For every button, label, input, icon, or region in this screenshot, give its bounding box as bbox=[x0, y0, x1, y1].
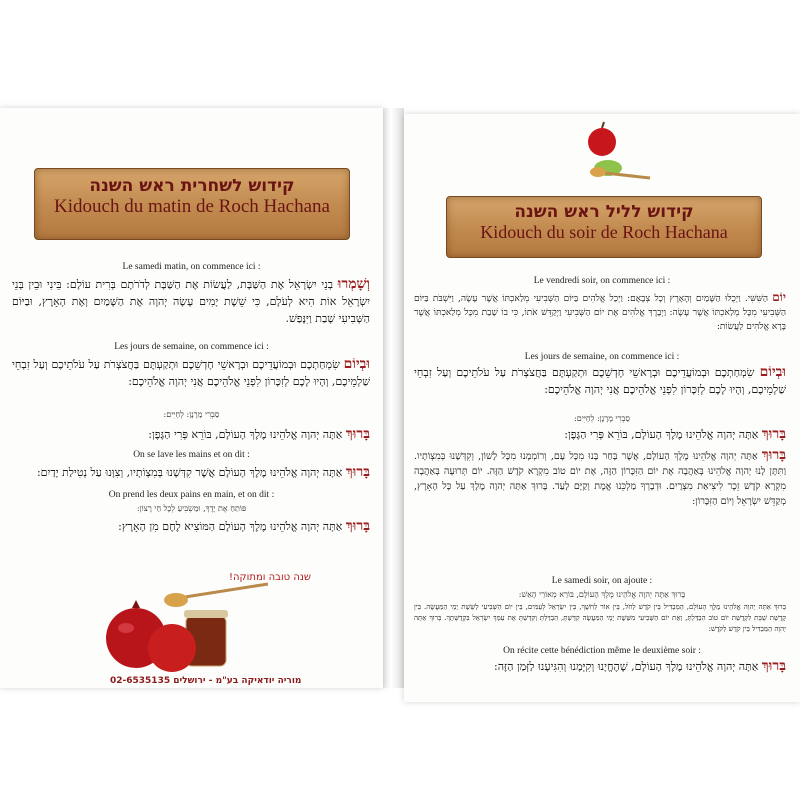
right-title-french: Kidouch du soir de Roch Hachana bbox=[480, 222, 728, 242]
right-paragraph-2-opening: וּבְיוֹם bbox=[759, 364, 786, 380]
right-title-hebrew: קידוש לליל ראש השנה bbox=[514, 202, 694, 222]
red-apple bbox=[588, 128, 616, 156]
left-paragraph-2-text: שִׂמְחַתְכֶם וּבְמוֹעֲדֵיכֶם וּבְרָאשֵׁי חָדְשֵׁכֶם וּתְקַעְתֶּם בַּחֲצֹצְרֹת עַל עֹלֹתֵיכֶם וְעַל זִבְחֵי שַׁלְמֵיכֶם, וְהָיוּ לָכֶם לְזִכָּרוֹן לִפְנֵי אֱלֹהֵיכֶם אֲנִי יְהוָה אֱלֹהֵיכֶם: bbox=[12, 358, 370, 388]
right-paragraph-1-text: הַשִּׁשִּׁי. וַיְכֻלּוּ הַשָּׁמַיִם וְהָאָרֶץ וְכָל צְבָאָם: וַיְכַל אֱלֹהִים בַּיּוֹם הַשְּׁבִיעִי מְלַאכְתּוֹ אֲשֶׁר עָשָׂה, וַיִּשְׁבֹּת בַּיּוֹם הַשְּׁבִיעִי מִכָּל מְלַאכְתּוֹ אֲשֶׁר עָשָׂה: וַיְבָרֶךְ אֱלֹהִים אֶת יוֹם הַשְּׁבִיעִי וַיְקַדֵּשׁ אֹתוֹ, כִּי בוֹ שָׁבַת מִכָּל מְלַאכְתּוֹ אֲשֶׁר בָּרָא אֱלֹהִים לַעֲשׂוֹת: bbox=[414, 294, 786, 332]
left-paragraph-1-opening: וְשָׁמְרוּ bbox=[337, 276, 370, 292]
right-paragraph-3 bbox=[414, 426, 786, 443]
right-paragraph-2 bbox=[414, 364, 786, 398]
right-paragraph-1-opening: יוֹם bbox=[772, 290, 786, 304]
left-paragraph-2-opening: וּבְיוֹם bbox=[343, 356, 370, 372]
honey-dipper-head bbox=[590, 167, 606, 177]
right-paragraph-4-opening: בָּרוּךְ bbox=[761, 447, 786, 463]
right-instruction-2: Les jours de semaine, on commence ici : bbox=[524, 352, 680, 362]
left-paragraph-5 bbox=[12, 518, 370, 535]
apple-stem bbox=[602, 122, 604, 128]
right-paragraph-5: בָּרוּךְ אַתָּה יְהוָה אֱלֹהֵינוּ מֶלֶךְ הָעוֹלָם, הַמַּבְדִּיל בֵּין קֹדֶשׁ לְחֹל, בֵּין אוֹר לְחֹשֶׁךְ, בֵּין יִשְׂרָאֵל לָעַמִּים, בֵּין יוֹם הַשְּׁבִיעִי לְשֵׁשֶׁת יְמֵי הַמַּעֲשֶׂה. בֵּין קְדֻשַּׁת שַׁבָּת לִקְדֻשַּׁת יוֹם טוֹב הִבְדַּלְתָּ, וְאֶת יוֹם הַשְּׁבִיעִי מִשֵּׁשֶׁת יְמֵי הַמַּעֲשֶׂה קִדַּשְׁתָּ, הִבְדַּלְתָּ וְקִדַּשְׁתָּ אֶת עַמְּךָ יִשְׂרָאֵל בִּקְדֻשָּׁתֶךָ. בָּרוּךְ אַתָּה יְהוָה הַמַּבְדִּיל בֵּין קֹדֶשׁ לְקֹדֶשׁ: bbox=[414, 603, 786, 633]
right-paragraph-6-opening: בָּרוּךְ bbox=[761, 658, 786, 674]
red-apple bbox=[148, 624, 196, 672]
left-paragraph-4 bbox=[12, 464, 370, 481]
honey-dipper-head bbox=[164, 593, 188, 607]
left-paragraph-5-text: אַתָּה יְהוָה אֱלֹהֵינוּ מֶלֶךְ הָעוֹלָם הַמּוֹצִיא לֶחֶם מִן הָאָרֶץ: bbox=[118, 520, 343, 533]
left-paragraph-2 bbox=[12, 356, 370, 390]
left-tagline: שנה טובה ומתוקה! bbox=[229, 572, 311, 583]
right-paragraph-6 bbox=[414, 658, 786, 675]
apple-highlight bbox=[118, 623, 134, 633]
right-paragraph-4 bbox=[414, 448, 786, 509]
pomegranate-crown bbox=[132, 600, 140, 608]
left-paragraph-4-opening: בָּרוּךְ bbox=[345, 464, 370, 480]
right-paragraph-2-text: שִׂמְחַתְכֶם וּבְמוֹעֲדֵיכֶם וּבְרָאשֵׁי חָדְשֵׁכֶם וּתְקַעְתֶּם בַּחֲצֹצְרֹת עַל עֹלֹתֵיכֶם וְעַל זִבְחֵי שַׁלְמֵיכֶם, וְהָיוּ לָכֶם לְזִכָּרוֹן לִפְנֵי אֱלֹהֵיכֶם אֲנִי יְהוָה אֱלֹהֵיכֶם: bbox=[414, 366, 786, 396]
right-paragraph-4-text: אַתָּה יְהוָה אֱלֹהֵינוּ מֶלֶךְ הָעוֹלָם, אֲשֶׁר בָּחַר בָּנוּ מִכָּל עָם, וְרוֹמְמָנוּ מִכָּל לָשׁוֹן, וְקִדְּשָׁנוּ בְּמִצְוֹתָיו. וַתִּתֶּן לָנוּ יְהוָה אֱלֹהֵינוּ בְּאַהֲבָה אֶת יוֹם הַזִּכָּרוֹן הַזֶּה, אֶת יוֹם טוֹב מִקְרָא קֹדֶשׁ הַזֶּה. יוֹם תְּרוּעָה בְּאַהֲבָה מִקְרָא קֹדֶשׁ זֵכֶר לִיצִיאַת מִצְרָיִם. וּדְבָרְךָ מַלְכֵּנוּ אֱמֶת וְקַיָּם לָעַד. בָּרוּךְ אַתָּה יְהוָה מֶלֶךְ עַל כָּל הָאָרֶץ, מְקַדֵּשׁ יִשְׂרָאֵל וְיוֹם הַזִּכָּרוֹן: bbox=[414, 451, 786, 507]
apple-honey-dipper-icon bbox=[580, 120, 652, 184]
left-title-french: Kidouch du matin de Roch Hachana bbox=[54, 196, 330, 217]
right-small-line-1: סַבְרִי מָרָנָן: לְחַיִּים: bbox=[574, 414, 630, 423]
left-title-plaque bbox=[34, 168, 350, 240]
book-spine bbox=[383, 108, 404, 688]
left-paragraph-1 bbox=[12, 276, 370, 327]
left-small-line-2: פּוֹתֵחַ אֶת יָדֶךָ, וּמַשְׂבִּיעַ לְכָל חַי רָצוֹן: bbox=[136, 504, 247, 513]
left-paragraph-4-text: אַתָּה יְהוָה אֱלֹהֵינוּ מֶלֶךְ הָעוֹלָם אֲשֶׁר קִדְּשָׁנוּ בְּמִצְוֹתָיו, וְצִוָּנוּ עַל נְטִילַת יָדַיִם: bbox=[36, 466, 343, 479]
pomegranate-apples-honey-icon bbox=[96, 578, 276, 678]
publisher-credit: 02-6535135 מוריה יודאיקה בע"מ - ירושלים bbox=[110, 676, 302, 686]
right-page bbox=[404, 114, 800, 702]
left-paragraph-3 bbox=[12, 426, 370, 443]
left-paragraph-3-text: אַתָּה יְהוָה אֱלֹהֵינוּ מֶלֶךְ הָעוֹלָם, בּוֹרֵא פְּרִי הַגָּפֶן: bbox=[148, 428, 343, 441]
left-instruction-2: Les jours de semaine, on commence ici : bbox=[114, 342, 269, 352]
left-instruction-1: Le samedi matin, on commence ici : bbox=[122, 262, 261, 272]
left-paragraph-5-opening: בָּרוּךְ bbox=[345, 518, 370, 534]
right-paragraph-6-text: אַתָּה יְהוָה אֱלֹהֵינוּ מֶלֶךְ הָעוֹלָם, שֶׁהֶחֱיָנוּ וְקִיְּמָנוּ וְהִגִּיעָנוּ לַזְּמַן הַזֶּה: bbox=[494, 660, 759, 673]
right-title-plaque bbox=[446, 196, 762, 258]
left-instruction-4: On prend les deux pains en main, et on dit : bbox=[108, 490, 275, 500]
left-title-hebrew: קידוש לשחרית ראש השנה bbox=[89, 176, 295, 196]
right-instruction-3: Le samedi soir, on ajoute : bbox=[551, 576, 653, 586]
right-instruction-4: On récite cette bénédiction même le deuxième soir : bbox=[503, 646, 701, 656]
right-small-line-2: בָּרוּךְ אַתָּה יְהוָה אֱלֹהֵינוּ מֶלֶךְ הָעוֹלָם, בּוֹרֵא מְאוֹרֵי הָאֵשׁ: bbox=[518, 590, 686, 599]
right-instruction-1: Le vendredi soir, on commence ici : bbox=[533, 276, 671, 286]
honey-jar-lid bbox=[184, 610, 228, 618]
left-instruction-3: On se lave les mains et on dit : bbox=[133, 450, 250, 460]
right-paragraph-1 bbox=[414, 290, 786, 334]
left-paragraph-3-opening: בָּרוּךְ bbox=[345, 426, 370, 442]
right-paragraph-3-opening: בָּרוּךְ bbox=[761, 426, 786, 442]
left-page bbox=[0, 108, 383, 688]
left-small-line-1: סַבְרִי מָרָנָן: לְחַיִּים: bbox=[163, 410, 220, 419]
right-paragraph-3-text: אַתָּה יְהוָה אֱלֹהֵינוּ מֶלֶךְ הָעוֹלָם, בּוֹרֵא פְּרִי הַגָּפֶן: bbox=[564, 428, 759, 441]
left-paragraph-1-text: בְנֵי יִשְׂרָאֵל אֶת הַשַּׁבָּת, לַעֲשׂוֹת אֶת הַשַּׁבָּת לְדֹרֹתָם בְּרִית עוֹלָם: בֵּינִי וּבֵין בְּנֵי יִשְׂרָאֵל אוֹת הִיא לְעֹלָם, כִּי שֵׁשֶׁת יָמִים עָשָׂה יְהוָה אֶת הַשָּׁמַיִם וְאֶת הָאָרֶץ, וּבַיּוֹם הַשְּׁבִיעִי שָׁבַת וַיִּנָּפַשׁ. bbox=[12, 278, 370, 325]
